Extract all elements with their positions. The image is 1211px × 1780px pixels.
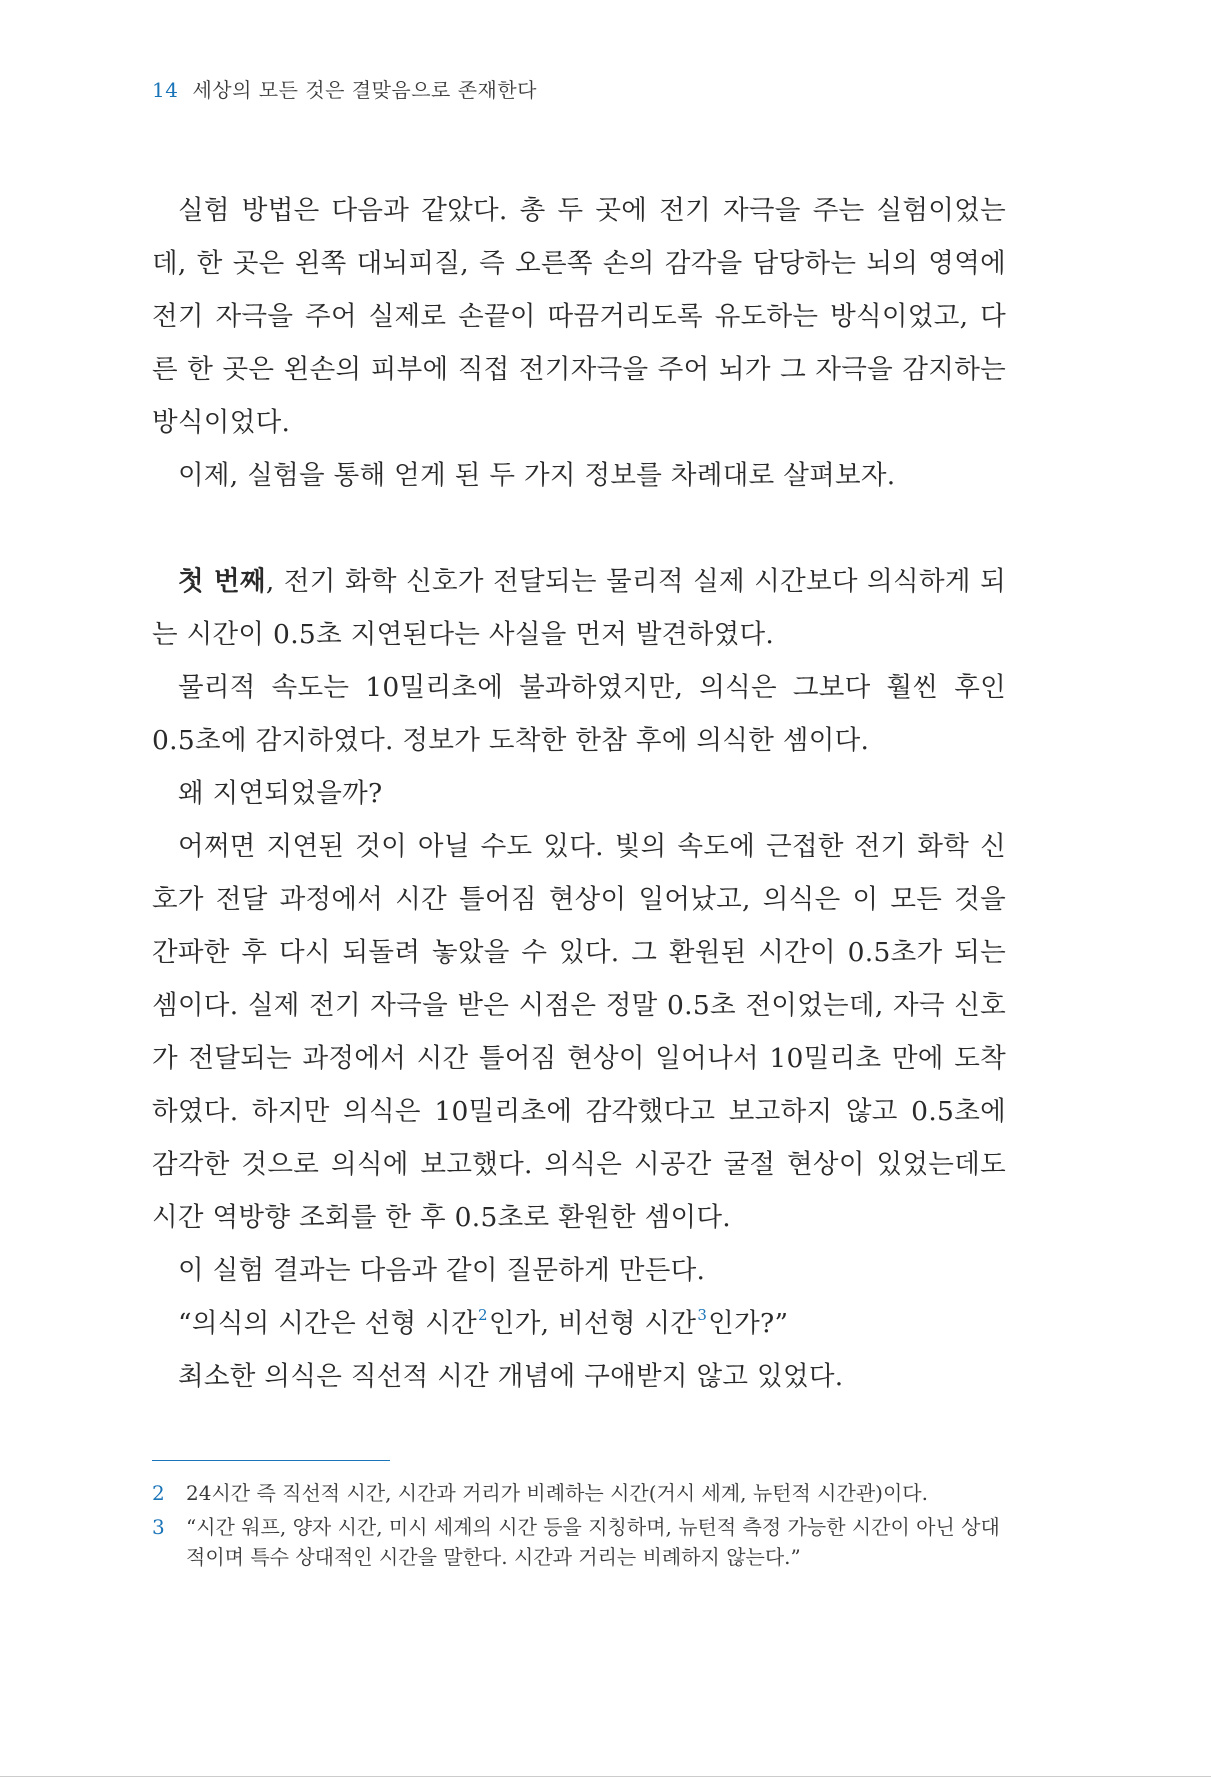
footnote-3 [152,1512,1010,1572]
footnote-text: “시간 워프, 양자 시간, 미시 세계의 시간 등을 지칭하며, 뉴턴적 측정 가능한 시간이 아닌 상대적이며 특수 상대적인 시간을 말한다. 시간과 거리는 비례하지 않는다.” [186,1515,1000,1569]
running-header [152,74,537,103]
footnote-divider [152,1460,390,1461]
crop-mark-line [0,1776,1211,1778]
paragraph-experiment-method: 실험 방법은 다음과 같았다. 총 두 곳에 전기 자극을 주는 실험이었는데, 한 곳은 왼쪽 대뇌피질, 즉 오른쪽 손의 감각을 담당하는 뇌의 영역에 전기 자극을 주어 실제로 손끝이 따끔거리도록 유도하는 방식이었고, 다른 한 곳은 왼손의 피부에 직접 전기자극을 주어 뇌가 그 자극을 감지하는 방식이었다. [152,195,1006,438]
paragraph-intro-two-findings: 이제, 실험을 통해 얻게 된 두 가지 정보를 차례대로 살펴보자. [178,460,896,491]
footnotes [152,1478,1010,1576]
paragraph-spacer [152,502,1006,555]
question-part-c: 인가?” [708,1308,789,1339]
question-part-b: 인가, 비선형 시간 [488,1308,697,1339]
paragraph-why-delayed: 왜 지연되었을까? [178,778,383,809]
paragraph-question-intro: 이 실험 결과는 다음과 같이 질문하게 만든다. [178,1255,706,1286]
footnote-number: 2 [152,1481,165,1505]
paragraph-question [152,1297,1006,1350]
paragraph-first-finding [152,555,1006,661]
footnote-text: 24시간 즉 직선적 시간, 시간과 거리가 비례하는 시간(거시 세계, 뉴턴적 시간관)이다. [186,1481,928,1505]
footnote-ref-3[interactable]: 3 [697,1306,708,1324]
footnote-number: 3 [152,1515,165,1539]
paragraph-physical-speed: 물리적 속도는 10밀리초에 불과하였지만, 의식은 그보다 훨씬 후인 0.5초에 감지하였다. 정보가 도착한 한참 후에 의식한 셈이다. [152,672,1006,756]
footnote-ref-2[interactable]: 2 [478,1306,488,1324]
paragraph-explanation: 어쩌면 지연된 것이 아닐 수도 있다. 빛의 속도에 근접한 전기 화학 신호가 전달 과정에서 시간 틀어짐 현상이 일어났고, 의식은 이 모든 것을 간파한 후 다시 되돌려 놓았을 수 있다. 그 환원된 시간이 0.5초가 되는 셈이다. 실제 전기 자극을 받은 시점은 정말 0.5초 전이었는데, 자극 신호가 전달되는 과정에서 시간 틀어짐 현상이 일어나서 10밀리초 만에 도착하였다. 하지만 의식은 10밀리초에 감각했다고 보고하지 않고 0.5초에 감각한 것으로 의식에 보고했다. 의식은 시공간 굴절 현상이 있었는데도 시간 역방향 조회를 한 후 0.5초로 환원한 셈이다. [152,831,1006,1233]
body-text [152,184,1006,1403]
footnote-2 [152,1478,1010,1508]
paragraph-conclusion: 최소한 의식은 직선적 시간 개념에 구애받지 않고 있었다. [178,1361,844,1392]
question-part-a: “의식의 시간은 선형 시간 [178,1308,478,1339]
first-finding-label: 첫 번째 [178,566,266,597]
running-title: 세상의 모든 것은 결맞음으로 존재한다 [192,78,538,102]
first-finding-text: , 전기 화학 신호가 전달되는 물리적 실제 시간보다 의식하게 되는 시간이 0.5초 지연된다는 사실을 먼저 발견하였다. [152,566,1006,650]
page-number: 14 [152,78,179,102]
